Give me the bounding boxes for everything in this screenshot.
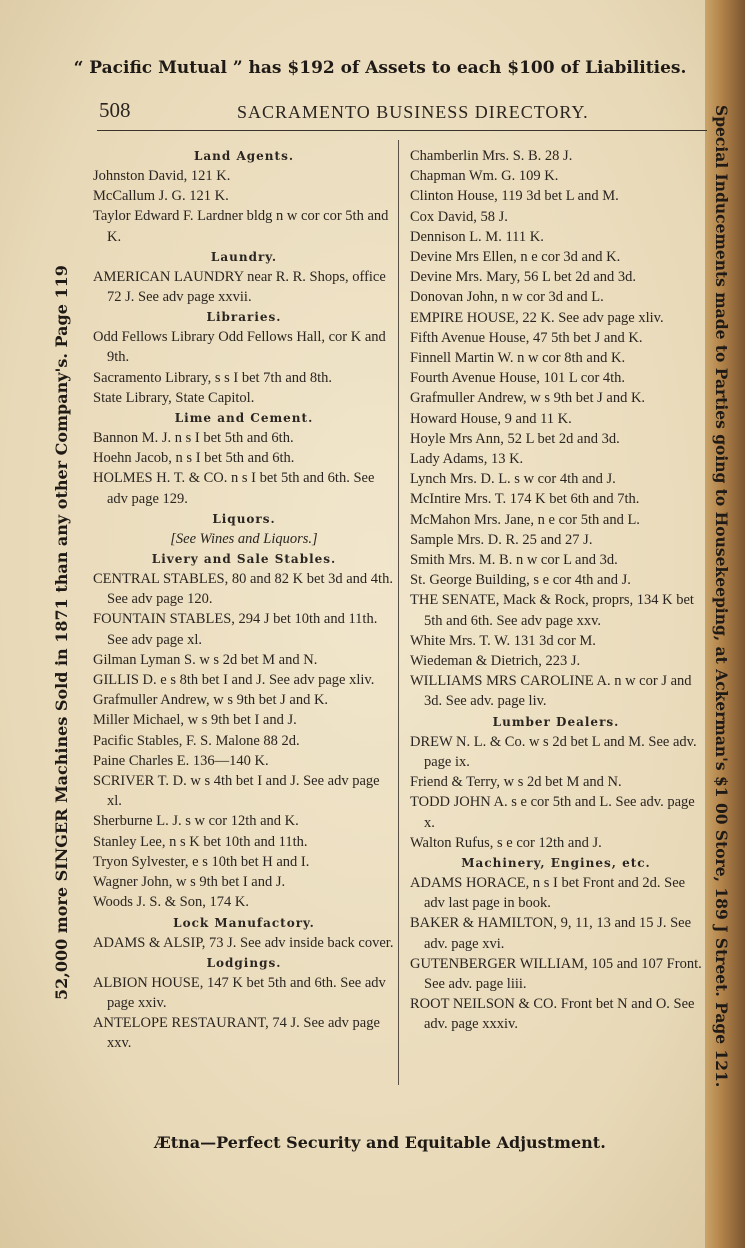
column-divider xyxy=(398,140,399,1085)
directory-entry: ANTELOPE RESTAURANT, 74 J. See adv page xxv. xyxy=(93,1015,380,1052)
directory-entry: McMahon Mrs. Jane, n e cor 5th and L. xyxy=(410,511,640,528)
directory-entry: SCRIVER T. D. w s 4th bet I and J. See adv page xl. xyxy=(93,773,380,810)
directory-entry: Fifth Avenue House, 47 5th bet J and K. xyxy=(410,329,643,346)
directory-entry: Finnell Martin W. n w cor 8th and K. xyxy=(410,350,626,367)
directory-entry: BAKER & HAMILTON, 9, 11, 13 and 15 J. See adv. page xvi. xyxy=(410,915,692,952)
directory-entry: GILLIS D. e s 8th bet I and J. See adv page xliv. xyxy=(93,672,375,689)
directory-entry: Paine Charles E. 136—140 K. xyxy=(93,752,269,769)
section-heading: Laundry. xyxy=(210,249,278,264)
directory-entry: McIntire Mrs. T. 174 K bet 6th and 7th. xyxy=(410,491,640,508)
right-margin-advert: Special Inducements made to Parties going to Housekeeping, at Ackerman's $1 00 Store, 189 J Street. Page 121. xyxy=(712,105,731,1088)
directory-entry: Fourth Avenue House, 101 L cor 4th. xyxy=(410,370,626,387)
directory-entry: Grafmuller Andrew, w s 9th bet J and K. xyxy=(93,692,329,709)
directory-entry: EMPIRE HOUSE, 22 K. See adv page xliv. xyxy=(410,309,664,326)
directory-entry: Sacramento Library, s s I bet 7th and 8th. xyxy=(93,369,333,386)
directory-entry: Dennison L. M. 111 K. xyxy=(410,228,544,245)
directory-entry: Sherburne L. J. s w cor 12th and K. xyxy=(93,813,299,830)
section-heading: Livery and Sale Stables. xyxy=(151,552,337,567)
directory-entry: Devine Mrs Ellen, n e cor 3d and K. xyxy=(410,249,621,266)
directory-entry: McCallum J. G. 121 K. xyxy=(93,188,229,205)
right-column xyxy=(410,146,702,1035)
section-heading: Liquors. xyxy=(212,511,276,526)
directory-entry: State Library, State Capitol. xyxy=(93,389,255,406)
directory-entry: Lady Adams, 13 K. xyxy=(410,451,524,468)
directory-entry: Clinton House, 119 3d bet L and M. xyxy=(410,188,619,205)
directory-entry: ADAMS HORACE, n s I bet Front and 2d. See adv last page in book. xyxy=(410,874,686,912)
directory-entry: Miller Michael, w s 9th bet I and J. xyxy=(93,712,297,729)
directory-entry: Woods J. S. & Son, 174 K. xyxy=(93,894,249,911)
directory-entry: Chapman Wm. G. 109 K. xyxy=(410,168,559,185)
directory-entry: Lynch Mrs. D. L. s w cor 4th and J. xyxy=(410,471,616,488)
section-heading: Lumber Dealers. xyxy=(492,714,620,729)
directory-entry: ADAMS & ALSIP, 73 J. See adv inside back cover. xyxy=(93,934,394,951)
directory-entry: Friend & Terry, w s 2d bet M and N. xyxy=(410,774,622,791)
directory-entry: CENTRAL STABLES, 80 and 82 K bet 3d and 4th. See adv page 120. xyxy=(93,571,393,608)
directory-entry: Taylor Edward F. Lardner bldg n w cor cor 5th and K. xyxy=(93,208,389,245)
directory-entry: St. George Building, s e cor 4th and J. xyxy=(410,572,631,589)
directory-entry: Tryon Sylvester, e s 10th bet H and I. xyxy=(93,853,310,870)
directory-entry: WILLIAMS MRS CAROLINE A. n w cor J and 3d. See adv. page liv. xyxy=(410,673,692,710)
page-title: SACRAMENTO BUSINESS DIRECTORY. xyxy=(237,102,589,122)
page-header xyxy=(97,96,707,131)
directory-entry: Sample Mrs. D. R. 25 and 27 J. xyxy=(410,531,593,548)
directory-entry: Smith Mrs. M. B. n w cor L and 3d. xyxy=(410,552,618,569)
directory-entry: Wiedeman & Dietrich, 223 J. xyxy=(410,653,581,670)
directory-entry: Wagner John, w s 9th bet I and J. xyxy=(93,874,286,891)
directory-entry: ROOT NEILSON & CO. Front bet N and O. See adv. page xxxiv. xyxy=(410,996,695,1033)
directory-entry: Hoyle Mrs Ann, 52 L bet 2d and 3d. xyxy=(410,430,620,447)
directory-entry: Pacific Stables, F. S. Malone 88 2d. xyxy=(93,732,300,749)
section-heading: Libraries. xyxy=(206,310,282,325)
section-heading: Lodgings. xyxy=(206,955,282,970)
directory-entry: White Mrs. T. W. 131 3d cor M. xyxy=(410,632,596,649)
directory-entry: Cox David, 58 J. xyxy=(410,208,508,225)
directory-entry: Odd Fellows Library Odd Fellows Hall, cor K and 9th. xyxy=(93,329,386,366)
directory-entry: Howard House, 9 and 11 K. xyxy=(410,410,572,427)
directory-entry: Johnston David, 121 K. xyxy=(93,168,231,184)
directory-entry: FOUNTAIN STABLES, 294 J bet 10th and 11th. See adv page xl. xyxy=(93,611,378,648)
directory-entry: ALBION HOUSE, 147 K bet 5th and 6th. See adv page xxiv. xyxy=(93,974,386,1011)
directory-entry: Bannon M. J. n s I bet 5th and 6th. xyxy=(93,430,294,447)
section-heading: Land Agents. xyxy=(193,149,295,163)
section-heading: Lime and Cement. xyxy=(174,411,314,426)
directory-entry: TODD JOHN A. s e cor 5th and L. See adv. page x. xyxy=(410,794,695,831)
section-heading: Lock Manufactory. xyxy=(173,915,315,930)
bottom-advert-banner: Ætna—Perfect Security and Equitable Adjustment. xyxy=(154,1133,606,1152)
directory-entry: Stanley Lee, n s K bet 10th and 11th. xyxy=(93,833,308,850)
top-advert-banner: “ Pacific Mutual ” has $192 of Assets to each $100 of Liabilities. xyxy=(73,58,687,78)
directory-entry: Walton Rufus, s e cor 12th and J. xyxy=(410,834,602,851)
directory-entry: DREW N. L. & Co. w s 2d bet L and M. See adv. page ix. xyxy=(410,733,697,770)
section-heading: Machinery, Engines, etc. xyxy=(461,855,651,870)
directory-entry: THE SENATE, Mack & Rock, proprs, 134 K bet 5th and 6th. See adv page xxv. xyxy=(410,592,694,629)
cross-reference-note: [See Wines and Liquors.] xyxy=(170,530,318,547)
page-number: 508 xyxy=(99,98,131,122)
directory-entry: Hoehn Jacob, n s I bet 5th and 6th. xyxy=(93,450,295,467)
left-column xyxy=(93,146,395,1054)
left-margin-advert: 52,000 more SINGER Machines Sold in 1871 than any other Company's. Page 119 xyxy=(52,265,71,1000)
directory-entry: AMERICAN LAUNDRY near R. R. Shops, office 72 J. See adv page xxvii. xyxy=(93,268,386,306)
directory-entry: Grafmuller Andrew, w s 9th bet J and K. xyxy=(410,390,646,407)
directory-entry: Devine Mrs. Mary, 56 L bet 2d and 3d. xyxy=(410,269,637,286)
directory-entry: Donovan John, n w cor 3d and L. xyxy=(410,289,604,306)
directory-entry: Gilman Lyman S. w s 2d bet M and N. xyxy=(93,651,318,668)
directory-entry: HOLMES H. T. & CO. n s I bet 5th and 6th. See adv page 129. xyxy=(93,470,375,507)
directory-entry: Chamberlin Mrs. S. B. 28 J. xyxy=(410,148,573,164)
directory-entry: GUTENBERGER WILLIAM, 105 and 107 Front. See adv. page liii. xyxy=(410,955,702,992)
